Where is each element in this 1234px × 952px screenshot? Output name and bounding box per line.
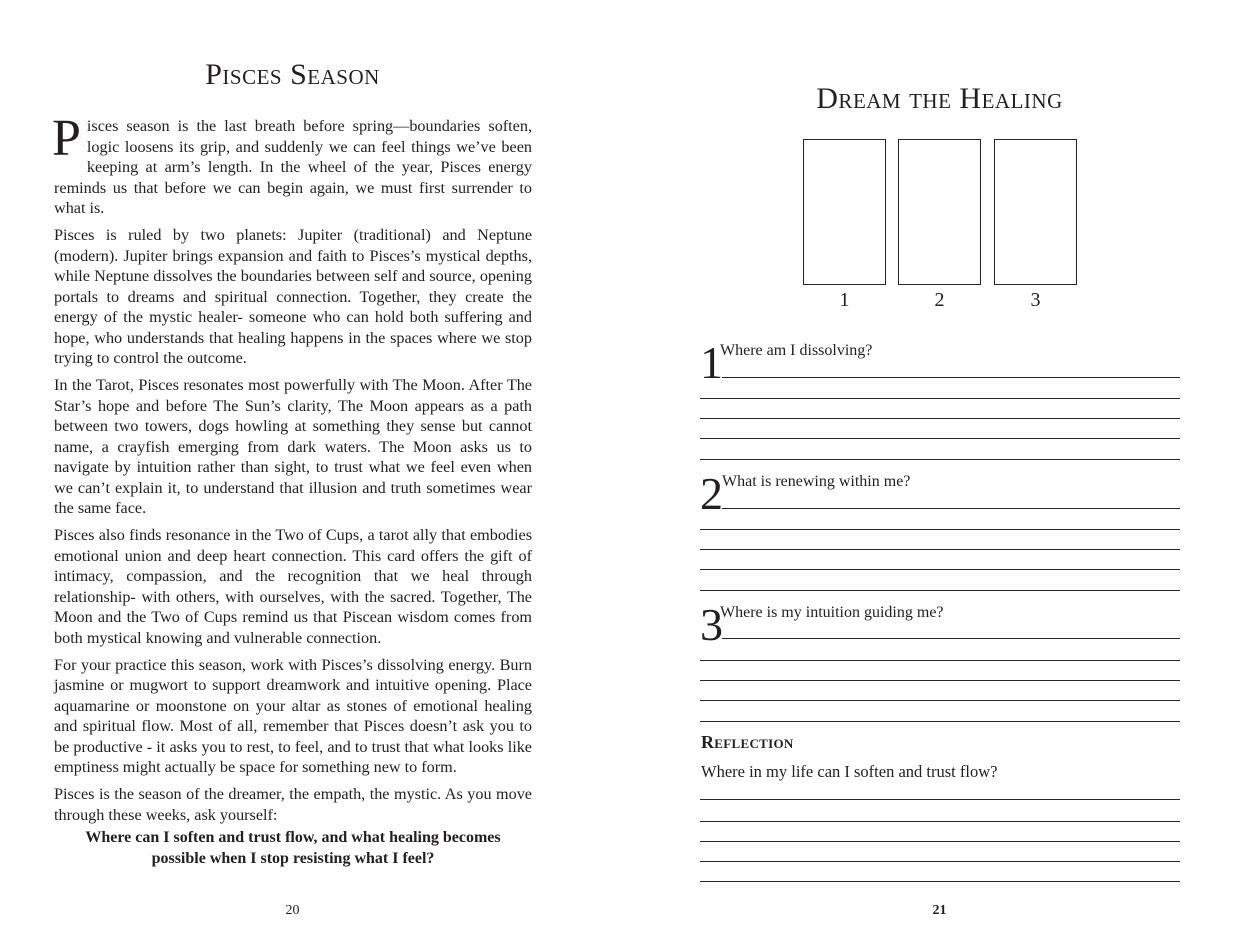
writing-line[interactable] [700,569,1180,570]
card-slot-2[interactable] [898,139,981,285]
card-slot-3[interactable] [994,139,1077,285]
left-page [0,0,600,952]
card-label-2: 2 [934,289,945,311]
page-number: 20 [285,903,300,918]
prompt-question: Where is my intuition guiding me? [720,604,944,621]
prompt-number: 2 [700,468,723,519]
pull-quote: Where can I soften and trust flow, and what healing becomes possible when I stop resisting what I feel? [85,829,501,867]
writing-line[interactable] [700,721,1180,722]
reflection-heading: Reflection [701,732,794,752]
writing-line[interactable] [722,638,1180,639]
prompt-question: What is renewing within me? [722,473,911,490]
writing-line[interactable] [700,700,1180,701]
paragraph-1: Pisces season is the last breath before spring—boundaries soften, logic loosens its grip, and suddenly we can feel things we’ve been keeping at arm’s length. In the wheel of the year, Pisces energy reminds us that before we can begin again, we must first surrender to what is. [52,110,532,217]
writing-line[interactable] [700,821,1180,822]
card-slot-1[interactable] [803,139,886,285]
writing-line[interactable] [700,799,1180,800]
writing-line[interactable] [700,438,1180,439]
right-page [617,0,1234,952]
page-number: 21 [932,903,947,918]
writing-line[interactable] [700,529,1180,530]
paragraph-2: Pisces is ruled by two planets: Jupiter (traditional) and Neptune (modern). Jupiter brings expansion and faith to Pisces’s mystical depths, while Neptune dissolves the boundaries between self and source, opening portals to dreams and spiritual connection. Together, they create the energy of the mystic healer- someone who can hold both suffering and hope, who understands that healing happens in the spaces where we stop trying to control the outcome. [54,226,532,367]
writing-line[interactable] [700,861,1180,862]
card-label-3: 3 [1030,289,1041,311]
writing-line[interactable] [700,459,1180,460]
page-title: Pisces Season [205,58,380,91]
prompt-question: Where am I dissolving? [720,342,873,359]
writing-line[interactable] [700,881,1180,882]
writing-line[interactable] [722,377,1180,378]
writing-line[interactable] [700,418,1180,419]
paragraph-4: Pisces also finds resonance in the Two of Cups, a tarot ally that embodies emotional union and deep heart connection. This card offers the gift of intimacy, compassion, and the recognition that we heal through relationship- with others, with ourselves, with the sacred. Together, The Moon and the Two of Cups remind us that Piscean wisdom comes from both mystical knowing and vulnerable connection. [54,526,532,647]
writing-line[interactable] [722,508,1180,509]
prompt-number: 3 [700,599,723,650]
card-label-1: 1 [839,289,850,311]
writing-line[interactable] [700,549,1180,550]
paragraph-3: In the Tarot, Pisces resonates most powerfully with The Moon. After The Star’s hope and before The Sun’s clarity, The Moon appears as a path between two towers, dogs howling at something they sense but cannot name, a crayfish emerging from dark waters. The Moon asks us to navigate by intuition rather than sight, to trust what we feel even when we can’t explain it, to understand that illusion and truth sometimes wear the same face. [54,376,532,517]
page-title: Dream the Healing [816,82,1063,115]
writing-line[interactable] [700,398,1180,399]
drop-cap: P [52,110,81,167]
writing-line[interactable] [700,590,1180,591]
body-text [52,110,532,832]
reflection-question: Where in my life can I soften and trust flow? [701,762,998,781]
writing-line[interactable] [700,841,1180,842]
prompt-number: 1 [700,337,723,388]
paragraph-5: For your practice this season, work with Pisces’s dissolving energy. Burn jasmine or mugwort to support dreamwork and intuitive opening. Place aquamarine or moonstone on your altar as stones of emotional healing and spiritual flow. Most of all, remember that Pisces doesn’t ask you to be productive - it asks you to rest, to feel, and to trust that what looks like emptiness might actually be space for something new to form. [54,655,532,776]
writing-line[interactable] [700,660,1180,661]
paragraph-6: Pisces is the season of the dreamer, the empath, the mystic. As you move through these weeks, ask yourself: [54,785,532,824]
writing-line[interactable] [700,680,1180,681]
